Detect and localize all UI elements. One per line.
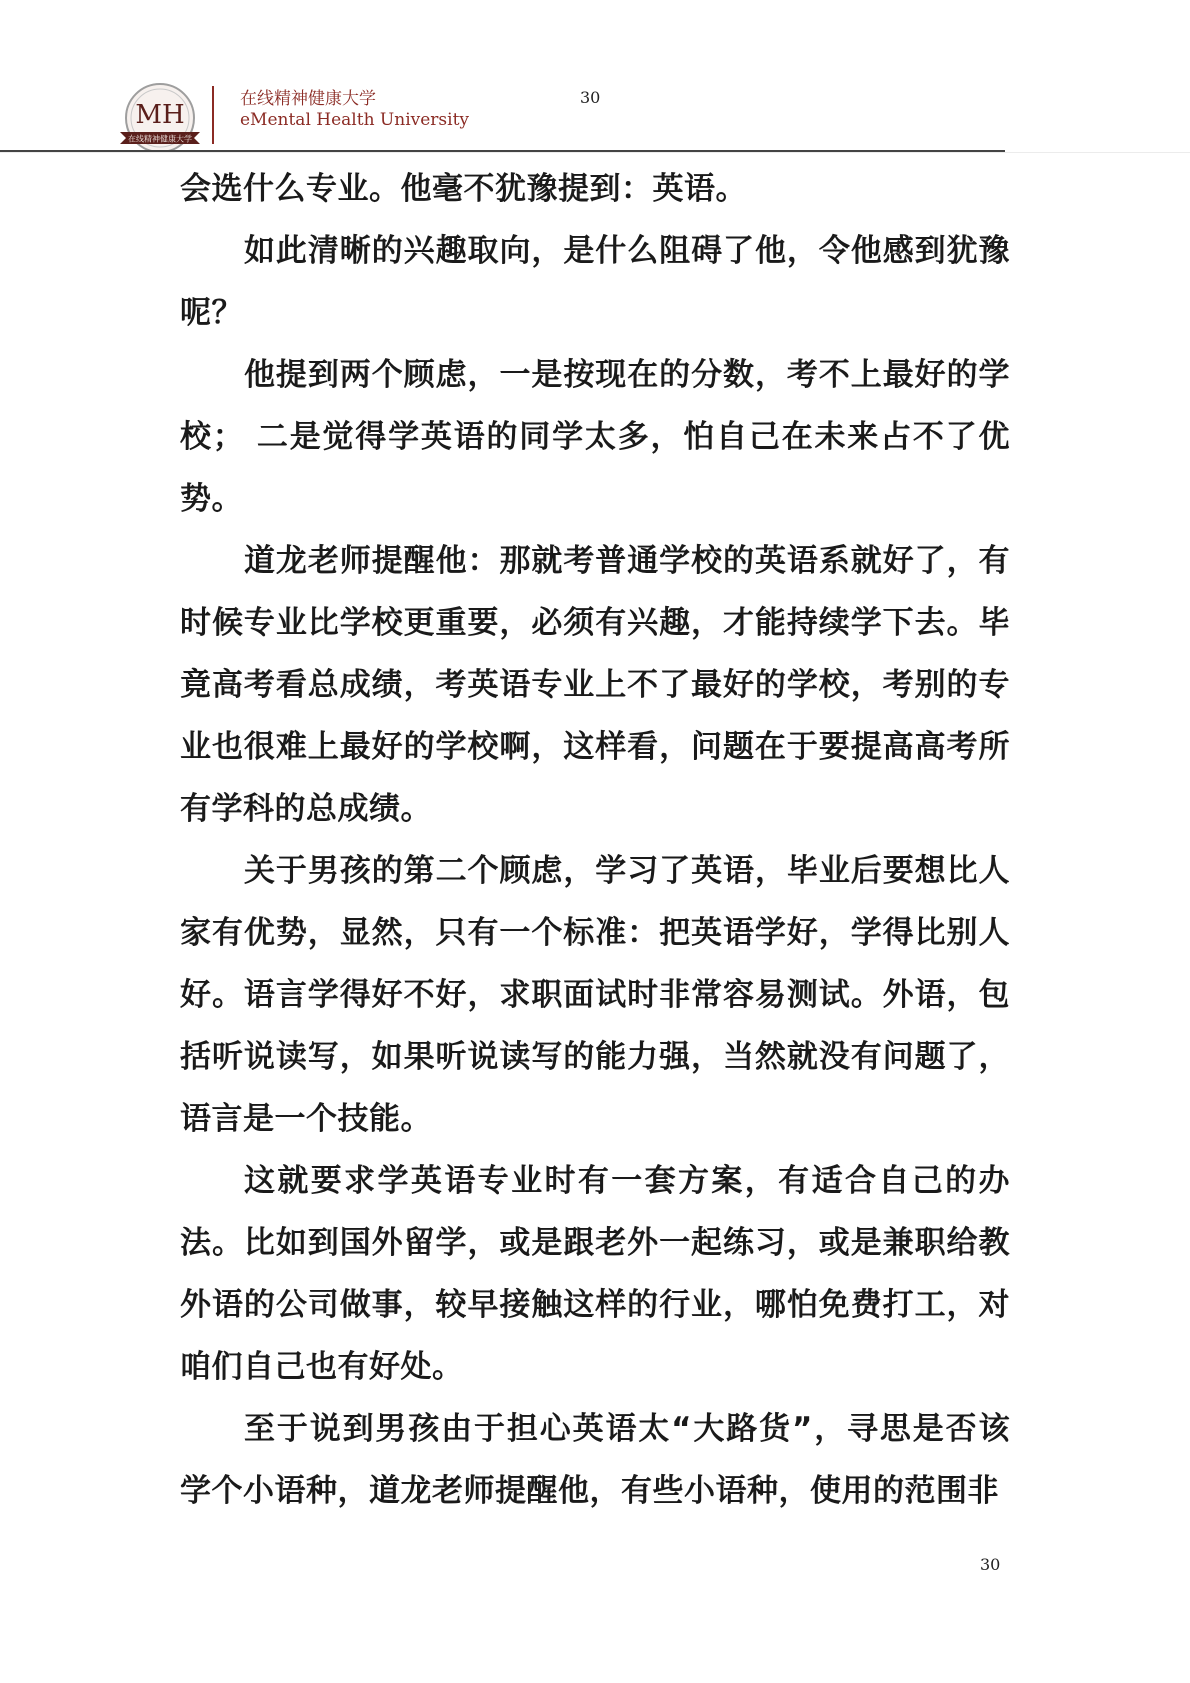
paragraph: 这就要求学英语专业时有一套方案，有适合自己的办法。比如到国外留学，或是跟老外一起练习，或是兼职给教外语的公司做事，较早接触这样的行业，哪怕免费打工，对咱们自己也有好处。: [180, 1163, 1010, 1385]
university-name-cn: 在线精神健康大学: [240, 89, 376, 109]
logo-banner-text: 在线精神健康大学: [128, 134, 192, 144]
paragraph: 他提到两个顾虑，一是按现在的分数，考不上最好的学校； 二是觉得学英语的同学太多，怕自己在未来占不了优势。: [180, 357, 1010, 517]
university-name-en: eMental Health University: [240, 110, 470, 130]
paragraph: 至于说到男孩由于担心英语太“大路货”，寻思是否该学个小语种，道龙老师提醒他，有些小语种，使用的范围非: [180, 1411, 1010, 1509]
paragraph-continuation: 会选什么专业。他毫不犹豫提到：英语。: [180, 171, 747, 207]
footer-page-number: 30: [980, 1555, 1001, 1574]
logo-monogram: MH: [135, 100, 185, 130]
header-page-number: 30: [580, 88, 601, 107]
page-header: [0, 0, 1190, 160]
paragraph: 道龙老师提醒他：那就考普通学校的英语系就好了，有时候专业比学校更重要，必须有兴趣，才能持续学下去。毕竟高考看总成绩，考英语专业上不了最好的学校，考别的专业也很难上最好的学校啊，这样看，问题在于要提高高考所有学科的总成绩。: [180, 543, 1010, 827]
paragraph: 如此清晰的兴趣取向，是什么阻碍了他，令他感到犹豫呢？: [180, 233, 1010, 331]
header-faint-rule: [0, 152, 1190, 153]
header-vertical-divider: [212, 86, 214, 144]
document-body: [180, 158, 1010, 1522]
paragraph: 关于男孩的第二个顾虑，学习了英语，毕业后要想比人家有优势，显然，只有一个标准：把英语学好，学得比别人好。语言学得好不好，求职面试时非常容易测试。外语，包括听说读写，如果听说读写的能力强，当然就没有问题了，语言是一个技能。: [180, 853, 1010, 1137]
